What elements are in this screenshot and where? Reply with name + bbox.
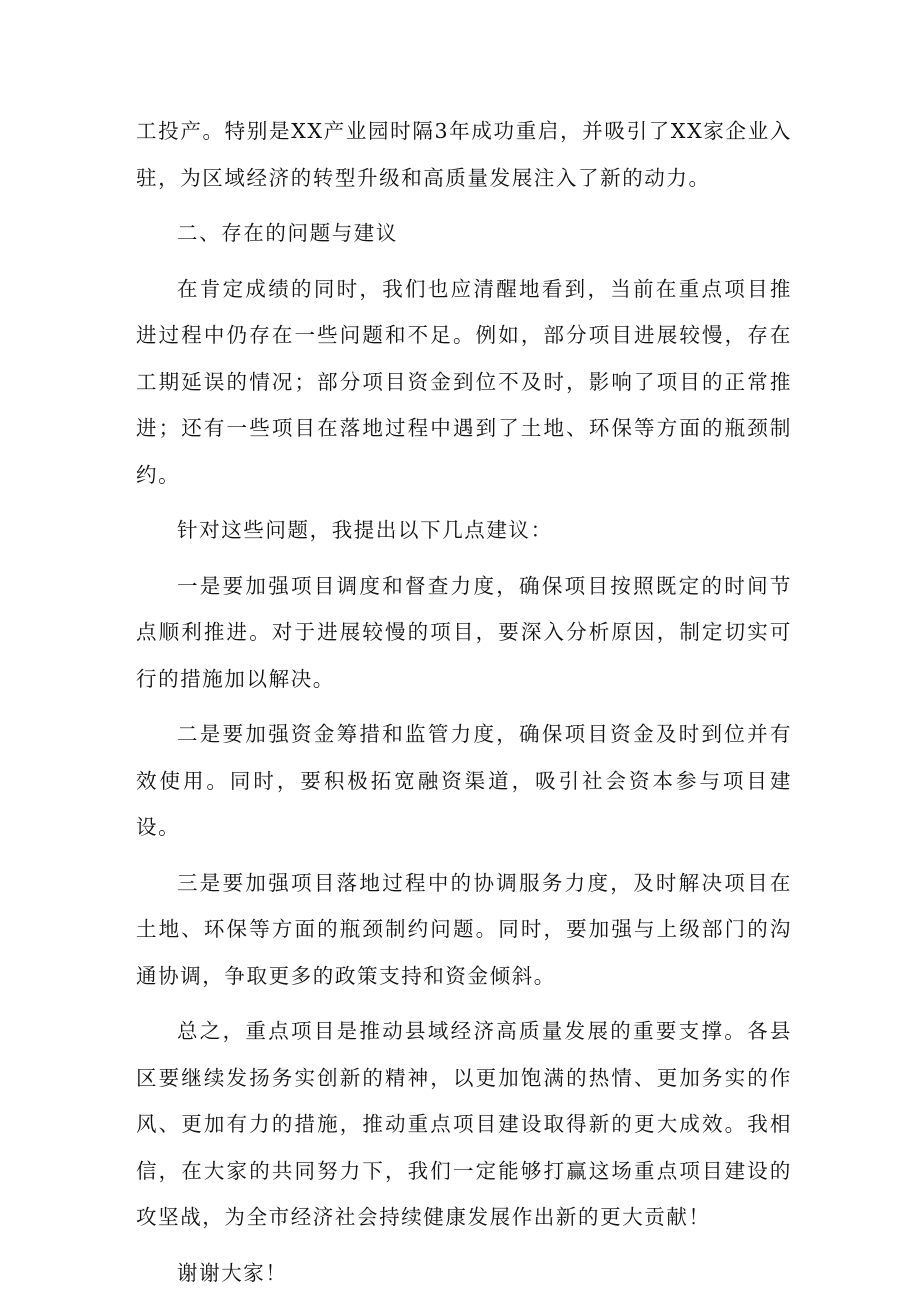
section-heading: 二、存在的问题与建议 (177, 221, 398, 245)
paragraph-continuation: 工投产。特别是XX产业园时隔3年成功重启，并吸引了XX家企业入驻，为区域经济的转型升级和高质量发展注入了新的动力。 (136, 119, 792, 190)
paragraph-thanks: 谢谢大家！ (177, 1260, 288, 1285)
paragraph-suggestion-two: 二是要加强资金筹措和监管力度，确保项目资金及时到位并有效使用。同时，要积极拓宽融资渠道，吸引社会资本参与项目建设。 (136, 722, 792, 839)
paragraph-problems: 在肯定成绩的同时，我们也应清醒地看到，当前在重点项目推进过程中仍存在一些问题和不足。例如，部分项目进展较慢，存在工期延误的情况；部分项目资金到位不及时，影响了项目的正常推进；还有一些项目在落地过程中遇到了土地、环保等方面的瓶颈制约。 (136, 276, 792, 487)
paragraph-conclusion: 总之，重点项目是推动县域经济高质量发展的重要支撑。各县区要继续发扬务实创新的精神，以更加饱满的热情、更加务实的作风、更加有力的措施，推动重点项目建设取得新的更大成效。我相信，在大家的共同努力下，我们一定能够打赢这场重点项目建设的攻坚战，为全市经济社会持续健康发展作出新的更大贡献！ (136, 1019, 792, 1229)
paragraph-suggestion-one: 一是要加强项目调度和督查力度，确保项目按照既定的时间节点顺利推进。对于进展较慢的项目，要深入分析原因，制定切实可行的措施加以解决。 (136, 573, 792, 691)
paragraph-suggestions-intro: 针对这些问题，我提出以下几点建议： (177, 518, 553, 542)
paragraph-suggestion-three: 三是要加强项目落地过程中的协调服务力度，及时解决项目在土地、环保等方面的瓶颈制约问题。同时，要加强与上级部门的沟通协调，争取更多的政策支持和资金倾斜。 (136, 870, 792, 988)
